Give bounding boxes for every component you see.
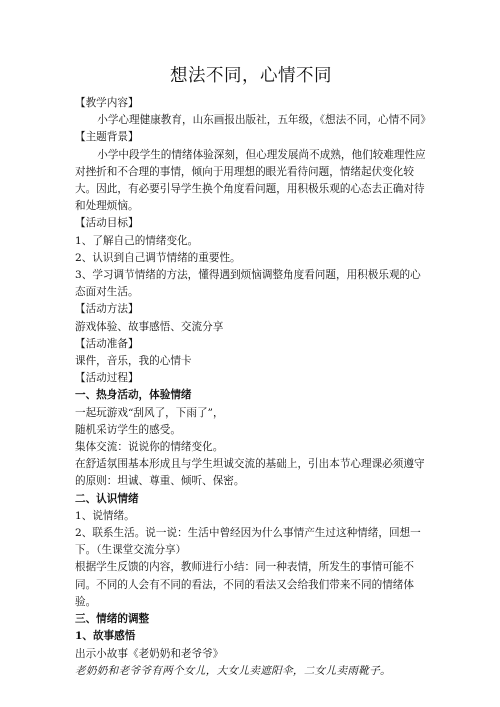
process-line: 出示小故事《老奶奶和老爷爷》	[75, 647, 224, 660]
section-heading-activity-preparation: 【活动准备】	[75, 337, 139, 350]
document-title: 想法不同，心情不同	[170, 66, 332, 86]
section-heading-activity-goals: 【活动目标】	[75, 217, 139, 230]
process-line: 随机采访学生的感受。	[75, 423, 181, 436]
process-line: 在舒适氛围基本形成且与学生坦诚交流的基础上，引出本节心理课必须遵守的原则：坦诚、尊重、倾听、保密。	[75, 458, 425, 488]
paragraph-activity-preparation: 课件，音乐，我的心情卡	[75, 355, 192, 368]
part-heading-adjust-emotions: 三、情绪的调整	[75, 613, 150, 626]
sub-heading-story: 1、故事感悟	[75, 630, 136, 643]
goal-item: 2、认识到自己调节情绪的重要性。	[75, 251, 241, 264]
section-heading-teaching-content: 【教学内容】	[75, 97, 139, 109]
goal-item: 3、学习调节情绪的方法，懂得遇到烦恼调整角度看问题，用积极乐观的心态面对生活。	[75, 269, 421, 299]
process-line: 集体交流：说说你的情绪变化。	[75, 441, 224, 454]
paragraph-theme-background: 小学中段学生的情绪体验深刻，但心理发展尚不成熟，他们较难理性应对挫折和不合理的事情，倾向于用理想的眼光看待问题，情绪起伏变化较大。因此，有必要引导学生换个角度看问题，用积极乐观的心态去正确对待和处理烦恼。	[75, 148, 426, 213]
story-text: 老奶奶和老爷爷有两个女儿，大女儿卖遮阳伞，二女儿卖雨靴子。	[75, 664, 391, 677]
goal-item: 1、了解自己的情绪变化。	[75, 234, 199, 247]
process-line: 一起玩游戏“刮风了，下雨了”，	[75, 406, 224, 419]
section-heading-activity-process: 【活动过程】	[75, 372, 139, 385]
process-line: 1、说情绪。	[75, 509, 135, 522]
process-line: 根据学生反馈的内容，教师进行小结：同一种表情，所发生的事情可能不同。不同的人会有不同的看法，不同的看法又会给我们带来不同的情绪体验。	[75, 561, 414, 608]
document-body	[75, 95, 431, 680]
section-heading-theme-background: 【主题背景】	[75, 131, 139, 144]
paragraph-activity-methods: 游戏体验、故事感悟、交流分享	[75, 320, 224, 333]
paragraph-teaching-content: 小学心理健康教育，山东画报出版社，五年级，《想法不同，心情不同》	[97, 114, 431, 127]
part-heading-warmup: 一、热身活动，体验情绪	[75, 389, 192, 402]
process-line: 2、联系生活。说一说：生活中曾经因为什么事情产生过这种情绪，回想一下。（生课堂交流分享）	[75, 527, 421, 557]
section-heading-activity-methods: 【活动方法】	[75, 303, 139, 316]
part-heading-recognize-emotions: 二、认识情绪	[75, 492, 139, 505]
